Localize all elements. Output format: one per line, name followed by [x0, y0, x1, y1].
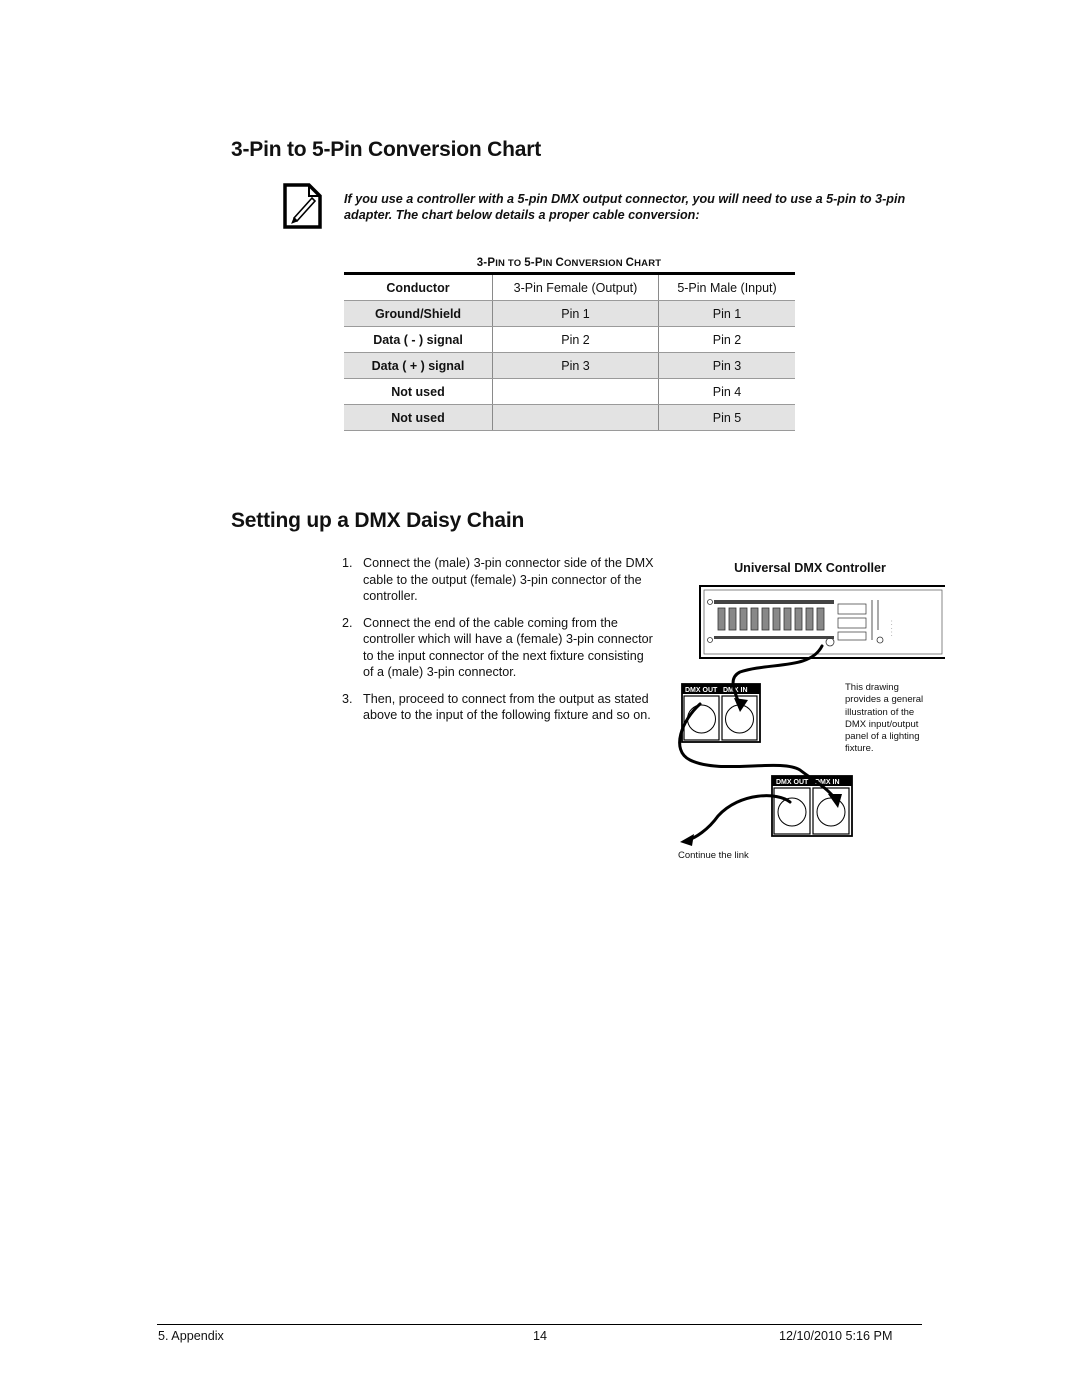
note-text: If you use a controller with a 5-pin DMX output connector, you will need to use a 5-pin to 3-pin adapter. The chart below details a proper cable conversion: — [344, 192, 906, 222]
cell-conductor: Data ( - ) signal — [344, 327, 493, 353]
cell-male: Pin 4 — [659, 379, 796, 405]
table-row — [344, 353, 795, 379]
table-row — [344, 301, 795, 327]
cell-male: Pin 1 — [659, 301, 796, 327]
steps-list — [342, 555, 654, 734]
cell-male: Pin 3 — [659, 353, 796, 379]
cell-female — [493, 379, 659, 405]
section-title-daisy-chain: Setting up a DMX Daisy Chain — [231, 509, 525, 532]
header-conductor: Conductor — [344, 274, 493, 301]
continue-link-label: Continue the link — [678, 850, 749, 861]
cell-conductor: Not used — [344, 379, 493, 405]
table-row — [344, 379, 795, 405]
footer-page-number: 14 — [533, 1329, 548, 1343]
svg-text:· · · · ·: · · · · · — [888, 620, 894, 637]
cell-male: Pin 2 — [659, 327, 796, 353]
cell-female: Pin 3 — [493, 353, 659, 379]
cell-male: Pin 5 — [659, 405, 796, 431]
dmx-in-label-1: DMX IN — [723, 687, 748, 694]
header-male: 5-Pin Male (Input) — [659, 274, 796, 301]
table-row — [344, 405, 795, 431]
header-female: 3-Pin Female (Output) — [493, 274, 659, 301]
cell-conductor: Not used — [344, 405, 493, 431]
cell-female: Pin 1 — [493, 301, 659, 327]
table-header-row — [344, 274, 795, 301]
cell-conductor: Data ( + ) signal — [344, 353, 493, 379]
list-item: 2. Connect the end of the cable coming from the controller which will have a (female) 3-pin connector to the input connector of the next fixture consisting of a (male) 3-pin connector. — [342, 615, 653, 679]
list-item: 3. Then, proceed to connect from the output as stated above to the input of the following fixture and so on. — [342, 691, 651, 722]
dmx-out-label-1: DMX OUT — [685, 687, 718, 694]
footer-divider — [157, 1324, 922, 1325]
table-caption: 3-PIN TO 5-PIN CONVERSION CHART — [476, 257, 662, 269]
list-item: 1. Connect the (male) 3-pin connector side of the DMX cable to the output (female) 3-pin connector of the controller. — [342, 556, 654, 603]
cell-female: Pin 2 — [493, 327, 659, 353]
dmx-in-label-2: DMX IN — [815, 779, 840, 786]
footer-section: 5. Appendix — [158, 1329, 224, 1343]
cell-conductor: Ground/Shield — [344, 301, 493, 327]
cell-female — [493, 405, 659, 431]
diagram-side-note: This drawing provides a general illustration of the DMX input/output panel of a lighting fixture. — [845, 682, 924, 755]
dmx-out-label-2: DMX OUT — [776, 779, 809, 786]
controller-title: Universal DMX Controller — [734, 561, 886, 575]
footer-date: 12/10/2010 5:16 PM — [779, 1329, 893, 1343]
conversion-table — [344, 272, 795, 431]
note-icon — [282, 182, 326, 230]
section-title-conversion-chart: 3-Pin to 5-Pin Conversion Chart — [231, 138, 541, 161]
table-row — [344, 327, 795, 353]
